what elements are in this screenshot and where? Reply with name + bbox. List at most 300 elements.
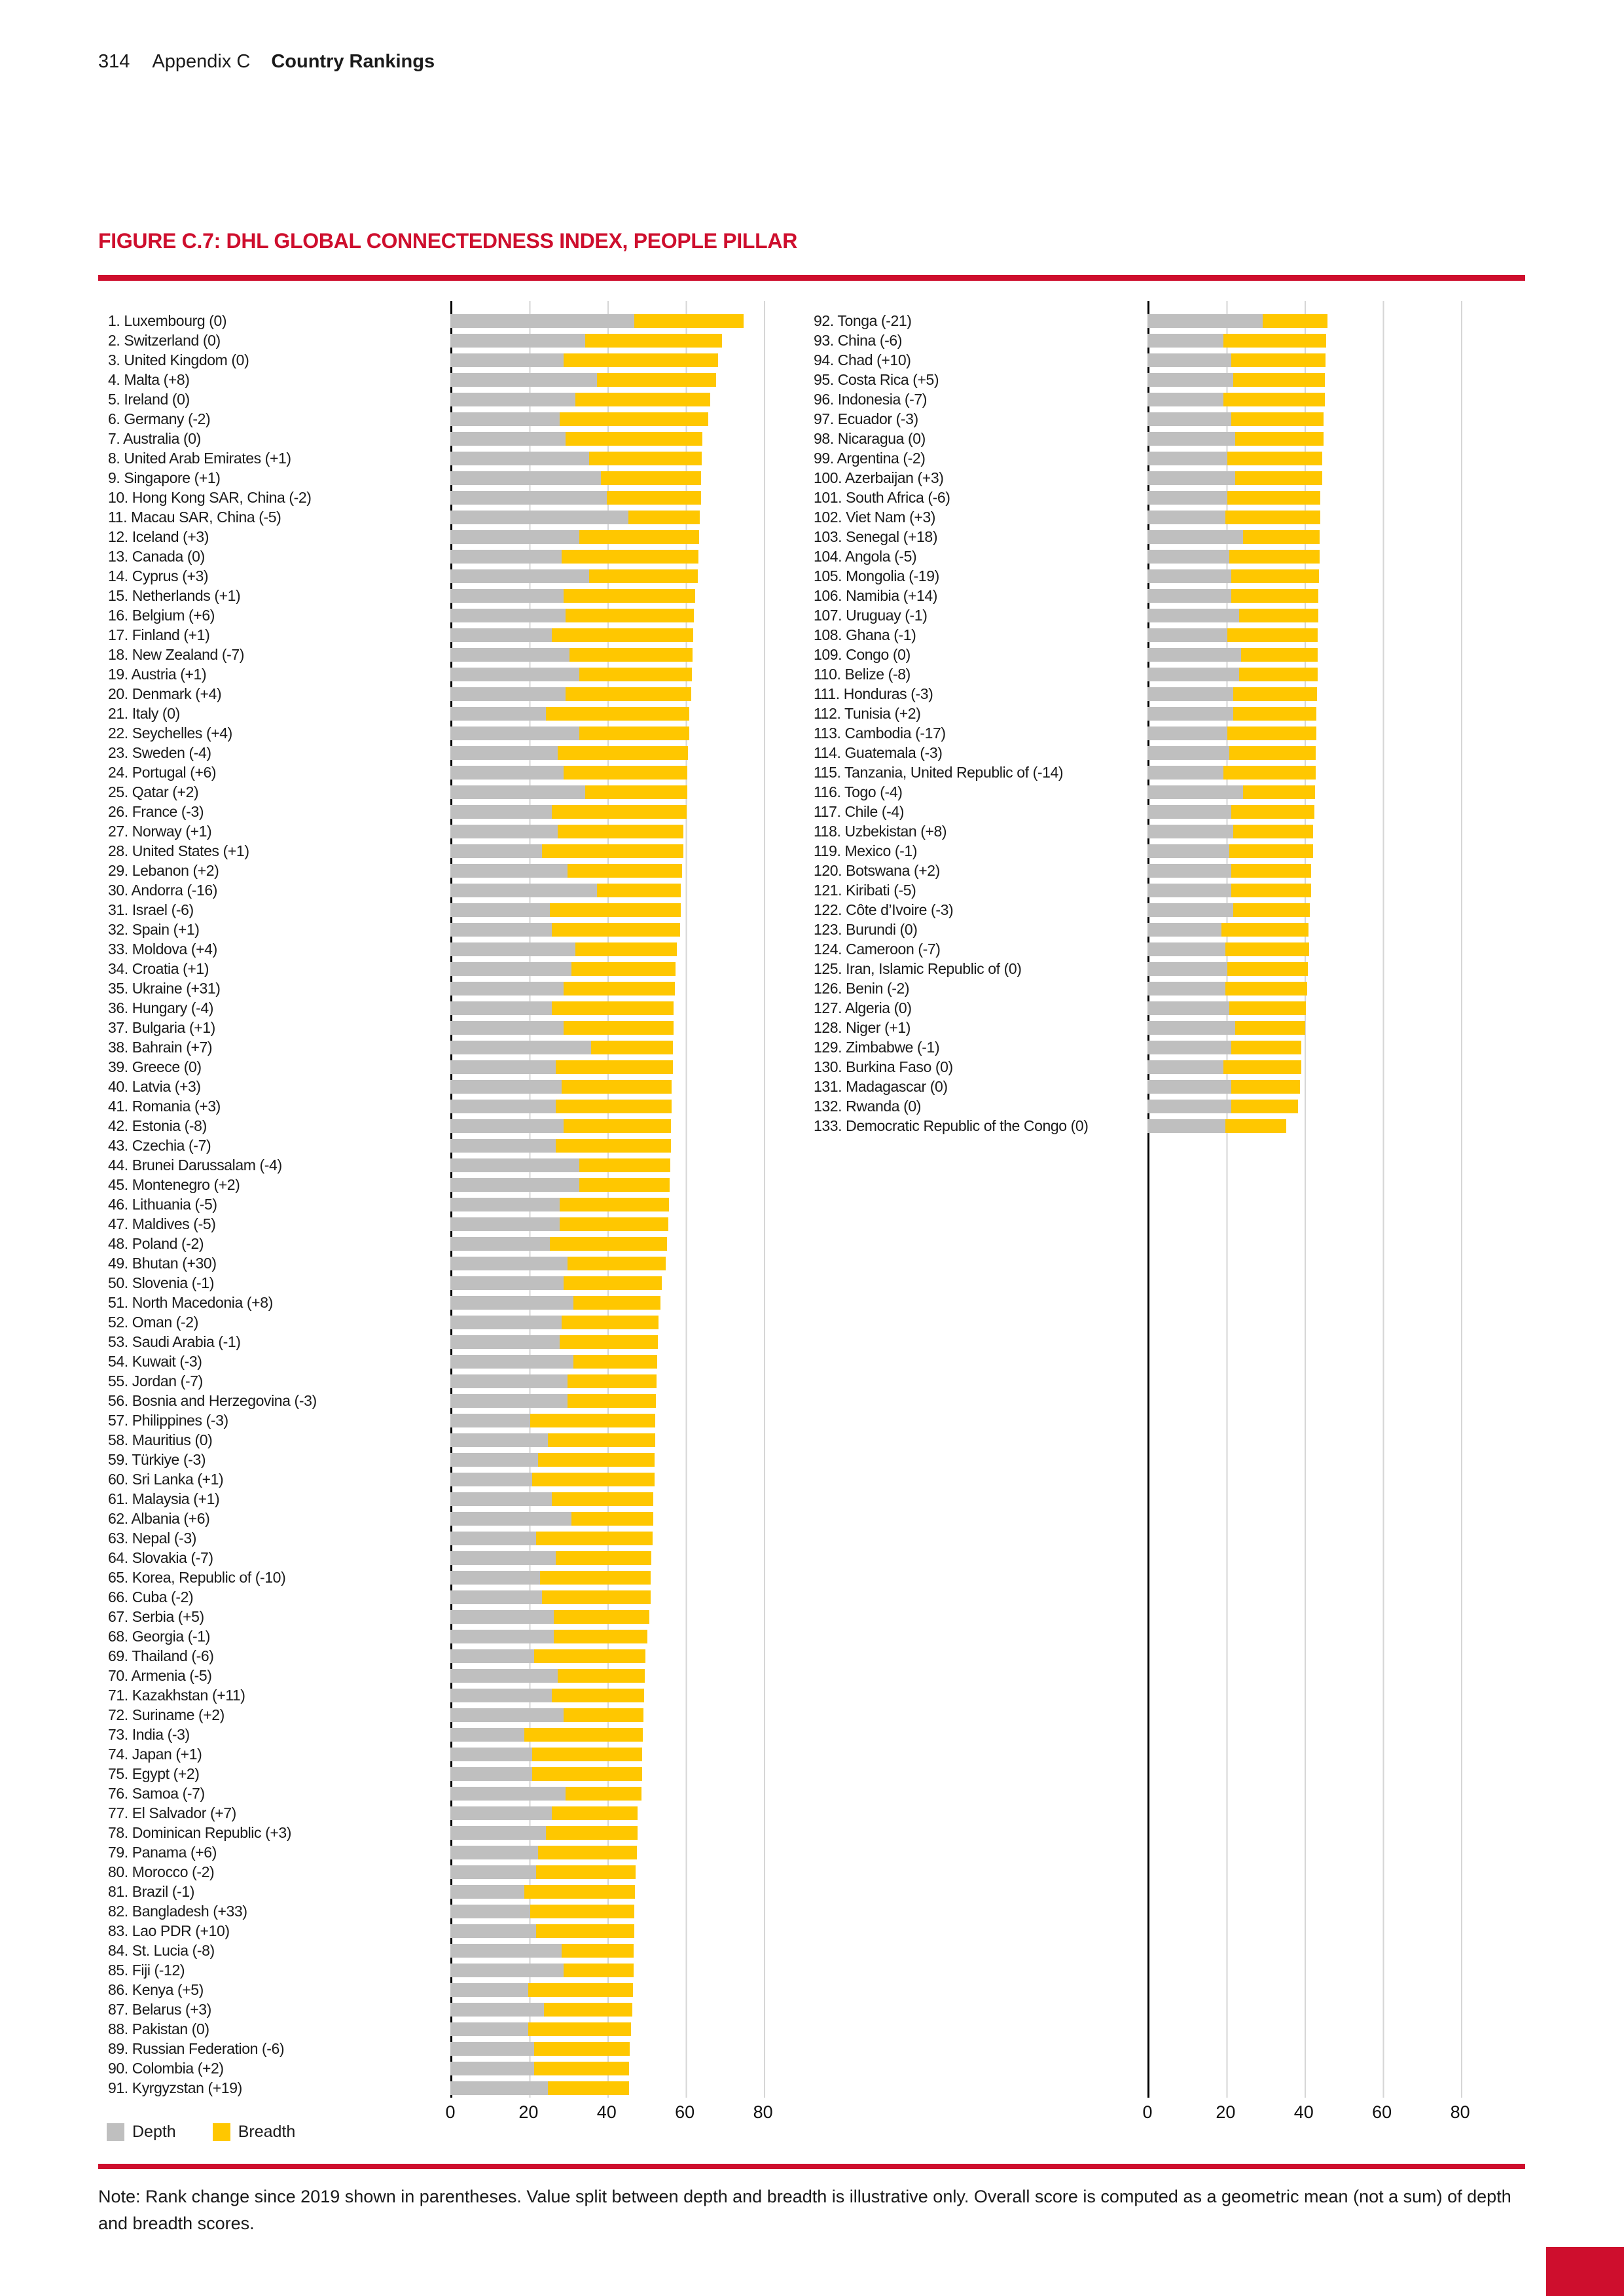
breadth-bar-segment [634, 314, 744, 328]
depth-bar-segment [1147, 668, 1239, 681]
stacked-bar [450, 1178, 670, 1192]
breadth-bar-segment [1227, 491, 1320, 505]
stacked-bar [1147, 373, 1325, 387]
country-row [108, 2019, 802, 2039]
stacked-bar [450, 334, 722, 348]
country-label: 112. Tunisia (+2) [814, 705, 921, 722]
depth-bar-segment [450, 314, 634, 328]
country-row [108, 1253, 802, 1273]
stacked-bar [450, 884, 681, 897]
country-row [108, 1568, 802, 1587]
stacked-bar [450, 923, 680, 937]
country-row [108, 1685, 802, 1705]
country-row [108, 1352, 802, 1371]
country-label: 26. France (-3) [108, 803, 204, 820]
rows [108, 311, 802, 2098]
country-label: 133. Democratic Republic of the Congo (0) [814, 1117, 1089, 1134]
stacked-bar [450, 1021, 674, 1035]
stacked-bar [1147, 962, 1308, 976]
breadth-bar-segment [575, 393, 710, 406]
stacked-bar [1147, 334, 1326, 348]
country-row [108, 1666, 802, 1685]
country-label: 45. Montenegro (+2) [108, 1176, 240, 1193]
depth-bar-segment [450, 373, 597, 387]
country-label: 9. Singapore (+1) [108, 469, 221, 486]
breadth-bar-segment [536, 1865, 636, 1879]
country-label: 3. United Kingdom (0) [108, 351, 249, 368]
country-row [814, 861, 1507, 880]
country-row [108, 1430, 802, 1450]
stacked-bar [450, 628, 693, 642]
stacked-bar [450, 1924, 634, 1938]
depth-bar-segment [1147, 864, 1231, 878]
country-label: 31. Israel (-6) [108, 901, 194, 918]
depth-bar-segment [450, 1748, 532, 1761]
country-label: 57. Philippines (-3) [108, 1412, 228, 1429]
country-label: 27. Norway (+1) [108, 823, 212, 840]
depth-bar-segment [450, 471, 601, 485]
country-row [108, 920, 802, 939]
breadth-bar-segment [601, 471, 701, 485]
breadth-bar-segment [1233, 687, 1317, 701]
depth-bar-segment [450, 1060, 556, 1074]
country-label: 96. Indonesia (-7) [814, 391, 928, 408]
country-label: 119. Mexico (-1) [814, 842, 918, 859]
country-label: 56. Bosnia and Herzegovina (-3) [108, 1392, 317, 1409]
depth-bar-segment [450, 726, 579, 740]
country-row [108, 900, 802, 920]
country-row [108, 2058, 802, 2078]
country-label: 105. Mongolia (-19) [814, 567, 939, 584]
country-row [108, 1312, 802, 1332]
country-label: 95. Costa Rica (+5) [814, 371, 939, 388]
depth-bar-segment [1147, 785, 1243, 799]
breadth-bar-segment [524, 1728, 642, 1742]
stacked-bar [1147, 687, 1317, 701]
breadth-bar-segment [1223, 334, 1326, 348]
country-label: 129. Zimbabwe (-1) [814, 1039, 940, 1056]
stacked-bar [450, 726, 689, 740]
country-label: 21. Italy (0) [108, 705, 180, 722]
depth-bar-segment [1147, 432, 1235, 446]
country-row [108, 507, 802, 527]
country-row [814, 762, 1507, 782]
depth-bar-segment [1147, 1001, 1229, 1015]
depth-bar-segment [450, 1492, 552, 1506]
depth-bar-segment [450, 1355, 573, 1369]
country-row [108, 1705, 802, 1725]
depth-bar-segment [1147, 334, 1223, 348]
stacked-bar [1147, 452, 1322, 465]
country-label: 131. Madagascar (0) [814, 1078, 948, 1095]
stacked-bar [450, 766, 687, 780]
depth-bar-segment [1147, 609, 1239, 622]
depth-bar-segment [450, 569, 589, 583]
stacked-bar [450, 668, 692, 681]
country-row [108, 429, 802, 448]
country-label: 120. Botswana (+2) [814, 862, 940, 879]
breadth-bar-segment [575, 942, 677, 956]
country-row [108, 370, 802, 389]
depth-bar-segment [450, 1610, 554, 1624]
breadth-bar-segment [548, 2081, 629, 2095]
country-row [814, 409, 1507, 429]
stacked-bar [450, 687, 691, 701]
depth-bar-segment [450, 1649, 534, 1663]
country-label: 18. New Zealand (-7) [108, 646, 245, 663]
country-label: 93. China (-6) [814, 332, 903, 349]
x-axis-ticks-left [445, 2102, 804, 2126]
breadth-bar-segment [552, 1806, 638, 1820]
stacked-bar [1147, 864, 1311, 878]
country-label: 114. Guatemala (-3) [814, 744, 943, 761]
country-label: 22. Seychelles (+4) [108, 725, 232, 742]
country-row [814, 586, 1507, 605]
stacked-bar [450, 353, 718, 367]
depth-bar-segment [1147, 628, 1227, 642]
depth-bar-segment [450, 825, 558, 838]
breadth-bar-segment [564, 1119, 671, 1133]
stacked-bar [450, 550, 698, 564]
depth-bar-segment [450, 1630, 554, 1643]
depth-bar-segment [1147, 491, 1227, 505]
stacked-bar [450, 1198, 669, 1211]
breadth-bar-segment [536, 1532, 652, 1545]
stacked-bar [1147, 609, 1318, 622]
country-row [814, 547, 1507, 566]
stacked-bar [450, 1100, 672, 1113]
country-row [108, 1587, 802, 1607]
country-label: 64. Slovakia (-7) [108, 1549, 213, 1566]
country-label: 51. North Macedonia (+8) [108, 1294, 273, 1311]
stacked-bar [1147, 1001, 1306, 1015]
country-label: 116. Togo (-4) [814, 783, 903, 800]
country-row [108, 1077, 802, 1096]
depth-bar-segment [1147, 412, 1231, 426]
country-label: 74. Japan (+1) [108, 1746, 202, 1763]
country-label: 126. Benin (-2) [814, 980, 910, 997]
stacked-bar [450, 1001, 674, 1015]
stacked-bar [450, 393, 710, 406]
breadth-bar-segment [1235, 432, 1324, 446]
country-row [108, 625, 802, 645]
stacked-bar [1147, 550, 1320, 564]
country-row [108, 1469, 802, 1489]
country-label: 78. Dominican Republic (+3) [108, 1824, 292, 1841]
depth-bar-segment [450, 1806, 552, 1820]
stacked-bar [450, 2022, 631, 2036]
depth-bar-segment [450, 1983, 528, 1997]
country-label: 15. Netherlands (+1) [108, 587, 241, 604]
country-row [814, 389, 1507, 409]
breadth-bar-segment [1229, 746, 1316, 760]
stacked-bar [1147, 825, 1313, 838]
stacked-bar [450, 452, 702, 465]
country-row [108, 743, 802, 762]
depth-bar-segment [450, 2022, 528, 2036]
breadth-bar-segment [1227, 962, 1308, 976]
depth-bar-segment [1147, 903, 1233, 917]
depth-bar-segment [450, 2062, 534, 2075]
depth-bar-segment [450, 648, 569, 662]
stacked-bar [450, 1983, 633, 1997]
breadth-bar-segment [556, 1551, 651, 1565]
depth-bar-segment [1147, 314, 1263, 328]
country-label: 73. India (-3) [108, 1726, 190, 1743]
stacked-bar [450, 1355, 657, 1369]
stacked-bar [1147, 1100, 1298, 1113]
country-label: 111. Honduras (-3) [814, 685, 933, 702]
depth-bar-segment [450, 452, 589, 465]
country-row [108, 566, 802, 586]
country-label: 32. Spain (+1) [108, 921, 200, 938]
breadth-bar-segment [1241, 648, 1317, 662]
depth-bar-segment [450, 609, 566, 622]
breadth-bar-segment [564, 1276, 662, 1290]
legend-breadth-label: Breadth [238, 2123, 296, 2141]
country-row [108, 1548, 802, 1568]
breadth-bar-segment [1221, 923, 1308, 937]
breadth-bar-segment [564, 766, 687, 780]
breadth-bar-segment [597, 373, 716, 387]
country-row [814, 331, 1507, 350]
country-label: 85. Fiji (-12) [108, 1962, 185, 1979]
breadth-bar-segment [1229, 1001, 1305, 1015]
country-row [108, 782, 802, 802]
country-row [108, 1842, 802, 1862]
depth-bar-segment [450, 1669, 558, 1683]
depth-bar-segment [450, 1964, 564, 1977]
country-row [108, 1391, 802, 1410]
country-row [108, 350, 802, 370]
country-label: 110. Belize (-8) [814, 666, 911, 683]
breadth-bar-segment [532, 1748, 642, 1761]
breadth-bar-segment [550, 1237, 667, 1251]
country-row [814, 429, 1507, 448]
country-label: 109. Congo (0) [814, 646, 911, 663]
country-label: 118. Uzbekistan (+8) [814, 823, 947, 840]
country-label: 79. Panama (+6) [108, 1844, 217, 1861]
country-row [108, 1273, 802, 1293]
breadth-bar-segment [1239, 609, 1318, 622]
breadth-bar-segment [564, 1708, 643, 1722]
country-row [108, 802, 802, 821]
breadth-bar-segment [571, 1512, 653, 1526]
breadth-bar-segment [564, 589, 695, 603]
depth-bar-segment [450, 1198, 560, 1211]
stacked-bar [450, 1080, 672, 1094]
breadth-bar-segment [568, 864, 682, 878]
country-label: 104. Angola (-5) [814, 548, 917, 565]
depth-bar-segment [450, 1885, 524, 1899]
country-row [108, 821, 802, 841]
depth-bar-segment [1147, 923, 1221, 937]
depth-bar-segment [450, 491, 607, 505]
country-label: 106. Namibia (+14) [814, 587, 938, 604]
breadth-bar-segment [566, 609, 694, 622]
country-label: 113. Cambodia (-17) [814, 725, 946, 742]
country-row [814, 978, 1507, 998]
breadth-bar-segment [579, 726, 689, 740]
breadth-bar-segment [1233, 825, 1313, 838]
breadth-bar-segment [568, 1374, 657, 1388]
depth-bar-segment [450, 1512, 571, 1526]
stacked-bar [450, 785, 687, 799]
country-label: 65. Korea, Republic of (-10) [108, 1569, 286, 1586]
depth-bar-segment [1147, 942, 1225, 956]
country-label: 99. Argentina (-2) [814, 450, 926, 467]
country-label: 8. United Arab Emirates (+1) [108, 450, 291, 467]
country-label: 19. Austria (+1) [108, 666, 207, 683]
stacked-bar [450, 1865, 636, 1879]
stacked-bar [1147, 746, 1316, 760]
country-label: 35. Ukraine (+31) [108, 980, 221, 997]
country-row [108, 1489, 802, 1509]
country-row [814, 566, 1507, 586]
stacked-bar [450, 825, 683, 838]
country-label: 44. Brunei Darussalam (-4) [108, 1157, 282, 1174]
stacked-bar [450, 609, 694, 622]
country-label: 13. Canada (0) [108, 548, 205, 565]
country-label: 132. Rwanda (0) [814, 1098, 922, 1115]
stacked-bar [1147, 1021, 1305, 1035]
country-label: 34. Croatia (+1) [108, 960, 209, 977]
breadth-bar-segment [556, 1139, 671, 1153]
stacked-bar [450, 471, 701, 485]
breadth-bar-segment [566, 1787, 641, 1801]
country-row [108, 723, 802, 743]
country-row [814, 1096, 1507, 1116]
country-label: 17. Finland (+1) [108, 626, 210, 643]
depth-bar-segment [450, 393, 575, 406]
country-label: 102. Viet Nam (+3) [814, 509, 936, 526]
depth-bar-segment [450, 982, 564, 996]
stacked-bar [1147, 628, 1318, 642]
breadth-bar-segment [1231, 589, 1318, 603]
breadth-bar-segment [554, 1630, 647, 1643]
stacked-bar [1147, 903, 1310, 917]
depth-bar-segment [450, 1080, 562, 1094]
stacked-bar [1147, 530, 1320, 544]
country-row [108, 1882, 802, 1901]
depth-bar-segment [450, 589, 564, 603]
country-label: 103. Senegal (+18) [814, 528, 938, 545]
stacked-bar [450, 903, 681, 917]
country-row [108, 684, 802, 704]
legend-depth-label: Depth [132, 2123, 176, 2141]
country-row [108, 2039, 802, 2058]
country-row [108, 1980, 802, 2000]
country-label: 91. Kyrgyzstan (+19) [108, 2079, 242, 2096]
stacked-bar [450, 1335, 658, 1349]
country-row [108, 448, 802, 468]
breadth-bar-segment [542, 1590, 650, 1604]
breadth-bar-segment [1223, 766, 1315, 780]
country-label: 23. Sweden (-4) [108, 744, 211, 761]
breadth-bar-segment [534, 2042, 630, 2056]
stacked-bar [450, 1649, 645, 1663]
breadth-bar-segment [1227, 726, 1316, 740]
depth-bar-segment [1147, 687, 1233, 701]
stacked-bar [1147, 1080, 1300, 1094]
country-row [108, 978, 802, 998]
breadth-bar-segment [1233, 903, 1309, 917]
stacked-bar [1147, 314, 1327, 328]
country-row [108, 586, 802, 605]
depth-bar-segment [450, 1374, 568, 1388]
stacked-bar [450, 1139, 671, 1153]
country-label: 39. Greece (0) [108, 1058, 202, 1075]
country-row [814, 507, 1507, 527]
country-label: 88. Pakistan (0) [108, 2020, 209, 2037]
country-label: 63. Nepal (-3) [108, 1530, 197, 1547]
depth-bar-segment [1147, 726, 1227, 740]
depth-bar-segment [1147, 825, 1233, 838]
country-label: 30. Andorra (-16) [108, 882, 218, 899]
country-label: 2. Switzerland (0) [108, 332, 221, 349]
country-label: 42. Estonia (-8) [108, 1117, 207, 1134]
country-row [108, 1293, 802, 1312]
stacked-bar [450, 1689, 644, 1702]
stacked-bar [450, 746, 688, 760]
depth-bar-segment [450, 2081, 548, 2095]
breadth-bar-segment [540, 1571, 651, 1585]
stacked-bar [450, 511, 700, 524]
country-label: 6. Germany (-2) [108, 410, 211, 427]
country-row [814, 350, 1507, 370]
depth-bar-segment [1147, 805, 1231, 819]
breadth-bar-segment [591, 1041, 673, 1054]
stacked-bar [450, 2003, 632, 2017]
breadth-bar-segment [1229, 844, 1312, 858]
breadth-bar-segment [579, 1178, 670, 1192]
stacked-bar [1147, 589, 1318, 603]
stacked-bar [1147, 766, 1316, 780]
breadth-bar-segment [562, 1944, 634, 1958]
stacked-bar [1147, 393, 1325, 406]
country-row [108, 547, 802, 566]
country-label: 125. Iran, Islamic Republic of (0) [814, 960, 1022, 977]
country-row [108, 959, 802, 978]
stacked-bar [1147, 491, 1320, 505]
depth-bar-segment [1147, 471, 1235, 485]
country-row [108, 2000, 802, 2019]
country-row [814, 723, 1507, 743]
depth-bar-segment [450, 923, 552, 937]
breadth-bar-segment [552, 1001, 674, 1015]
country-label: 36. Hungary (-4) [108, 999, 214, 1016]
depth-bar-segment [1147, 569, 1231, 583]
country-label: 46. Lithuania (-5) [108, 1196, 217, 1213]
country-row [814, 880, 1507, 900]
breadth-bar-segment [552, 923, 680, 937]
country-label: 59. Türkiye (-3) [108, 1451, 206, 1468]
country-row [814, 704, 1507, 723]
country-row [108, 605, 802, 625]
country-row [108, 645, 802, 664]
stacked-bar [450, 1414, 655, 1427]
stacked-bar [450, 805, 687, 819]
stacked-bar [1147, 471, 1322, 485]
depth-bar-segment [450, 668, 579, 681]
stacked-bar [450, 962, 676, 976]
country-label: 98. Nicaragua (0) [814, 430, 926, 447]
breadth-bar-segment [564, 982, 675, 996]
depth-bar-segment [450, 1846, 538, 1859]
footer-rule [98, 2164, 1525, 2169]
depth-bar-segment [450, 1865, 536, 1879]
breadth-bar-segment [1231, 569, 1319, 583]
